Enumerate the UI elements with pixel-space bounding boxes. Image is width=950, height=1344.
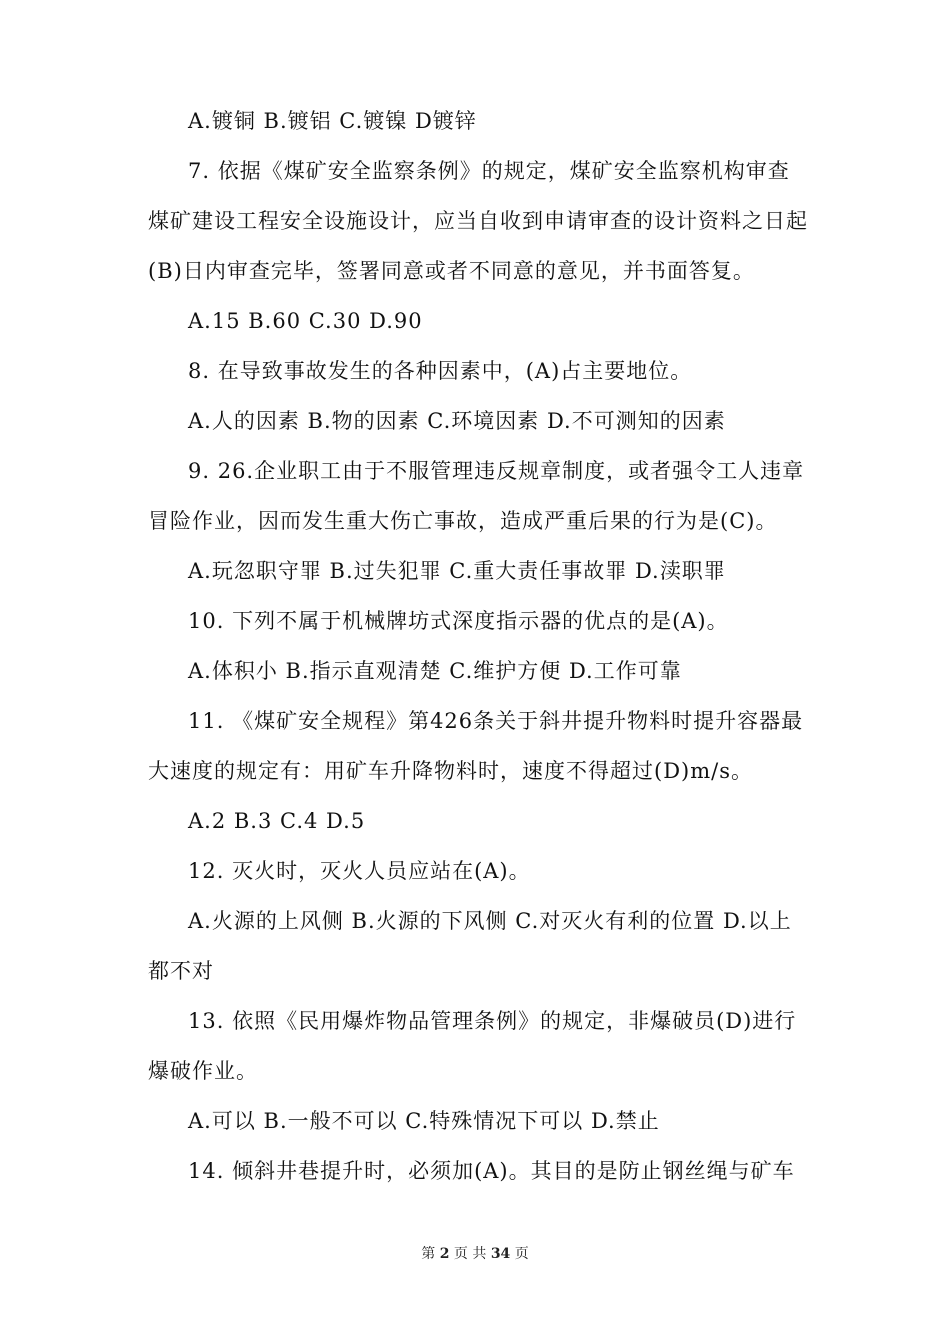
question-line: 9. 26.企业职工由于不服管理违反规章制度，或者强令工人违章 xyxy=(188,459,805,483)
option-line: A.玩忽职守罪 B.过失犯罪 C.重大责任事故罪 D.渎职罪 xyxy=(188,559,726,583)
footer-total-pages: 34 xyxy=(490,1246,511,1262)
question-line: 13. 依照《民用爆炸物品管理条例》的规定，非爆破员(D)进行 xyxy=(188,1009,797,1033)
option-line: A.火源的上风侧 B.火源的下风侧 C.对灭火有利的位置 D.以上 xyxy=(188,909,792,933)
question-line: 12. 灭火时，灭火人员应站在(A)。 xyxy=(188,859,531,883)
question-line: 冒险作业，因而发生重大伤亡事故，造成严重后果的行为是(C)。 xyxy=(148,509,778,533)
question-line: 大速度的规定有：用矿车升降物料时，速度不得超过(D)m/s。 xyxy=(148,759,753,783)
footer-prefix: 第 xyxy=(421,1246,436,1262)
question-line: 8. 在导致事故发生的各种因素中，(A)占主要地位。 xyxy=(188,359,693,383)
question-line: 煤矿建设工程安全设施设计，应当自收到申请审查的设计资料之日起 xyxy=(148,209,808,233)
question-line: 10. 下列不属于机械牌坊式深度指示器的优点的是(A)。 xyxy=(188,609,729,633)
footer-suffix: 页 xyxy=(514,1246,529,1262)
footer-middle: 页 共 xyxy=(453,1246,487,1262)
option-line: A.镀铜 B.镀铝 C.镀镍 D镀锌 xyxy=(188,109,477,133)
question-line: 爆破作业。 xyxy=(148,1059,258,1083)
question-line: 7. 依据《煤矿安全监察条例》的规定，煤矿安全监察机构审查 xyxy=(188,159,790,183)
option-line: A.15 B.60 C.30 D.90 xyxy=(188,309,423,333)
footer-page-number: 2 xyxy=(439,1246,450,1262)
option-line: A.可以 B.一般不可以 C.特殊情况下可以 D.禁止 xyxy=(188,1109,660,1133)
question-line: 14. 倾斜井巷提升时，必须加(A)。其目的是防止钢丝绳与矿车 xyxy=(188,1159,795,1183)
page-footer xyxy=(0,1244,950,1264)
question-line: (B)日内审查完毕，签署同意或者不同意的意见，并书面答复。 xyxy=(148,259,755,283)
option-line: A.体积小 B.指示直观清楚 C.维护方便 D.工作可靠 xyxy=(188,659,682,683)
option-line: A.2 B.3 C.4 D.5 xyxy=(188,809,366,833)
option-line: A.人的因素 B.物的因素 C.环境因素 D.不可测知的因素 xyxy=(188,409,726,433)
option-line: 都不对 xyxy=(148,959,214,983)
question-line: 11. 《煤矿安全规程》第426条关于斜井提升物料时提升容器最 xyxy=(188,709,804,733)
